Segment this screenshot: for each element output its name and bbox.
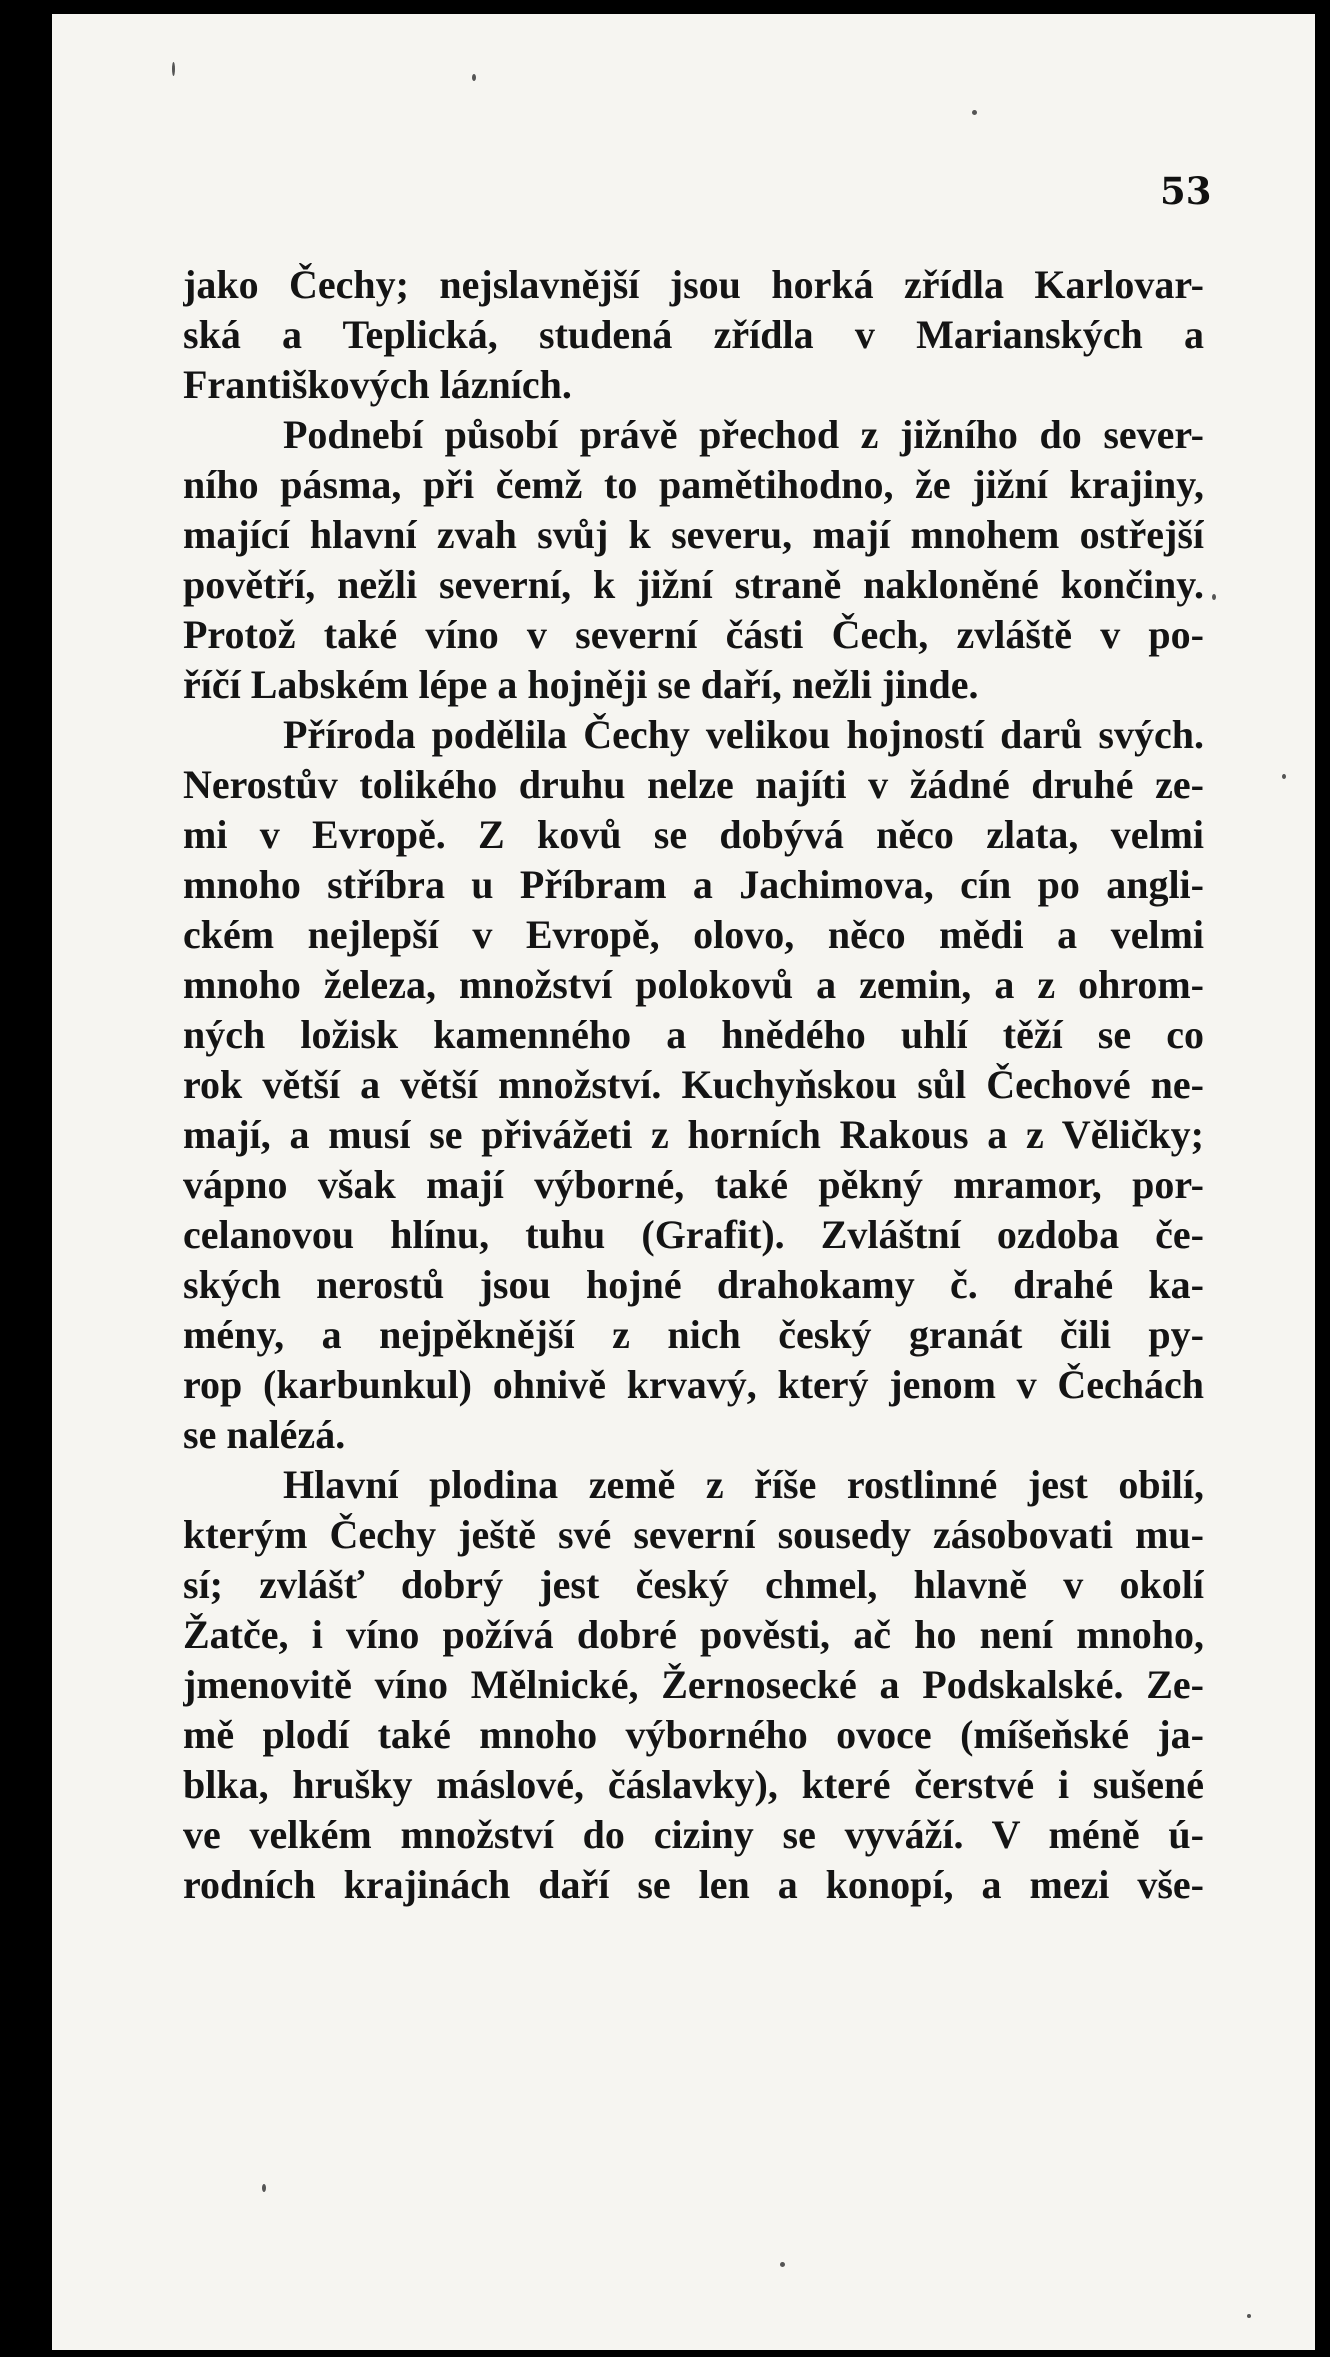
- text-line: Žatče, i víno požívá dobré pověsti, ač ho není mnoho,: [183, 1612, 1204, 1657]
- text-line: jako Čechy; nejslavnější jsou horká zřídla Karlovar-: [183, 262, 1204, 307]
- text-line: ního pásma, při čemž to pamětihodno, že jižní krajiny,: [183, 462, 1204, 507]
- text-line: rok větší a větší množství. Kuchyňskou sůl Čechové ne-: [183, 1062, 1204, 1107]
- text-line: vápno však mají výborné, také pěkný mramor, por-: [183, 1162, 1204, 1207]
- scan-speck: [262, 2184, 266, 2192]
- text-line: Františkových lázních.: [183, 362, 572, 407]
- scan-speck: [172, 62, 175, 76]
- text-line: mény, a nejpěknější z nich český granát čili py-: [183, 1312, 1204, 1357]
- scan-speck: [780, 2262, 785, 2267]
- text-line: rodních krajinách daří se len a konopí, a mezi vše-: [183, 1862, 1204, 1907]
- text-line: Podnebí působí právě přechod z jižního do sever-: [283, 412, 1204, 457]
- text-line: Příroda podělila Čechy velikou hojností darů svých.: [283, 712, 1204, 757]
- scan-speck: [472, 74, 476, 81]
- page-number: 53: [1160, 169, 1212, 213]
- text-line: mě plodí také mnoho výborného ovoce (míšeňské ja-: [183, 1712, 1204, 1757]
- text-line: ských nerostů jsou hojné drahokamy č. drahé ka-: [183, 1262, 1204, 1307]
- text-line: mnoho železa, množství polokovů a zemin, a z ohrom-: [183, 962, 1204, 1007]
- text-line: ckém nejlepší v Evropě, olovo, něco mědi a velmi: [183, 912, 1204, 957]
- text-line: mi v Evropě. Z kovů se dobývá něco zlata, velmi: [183, 812, 1204, 857]
- text-line: říčí Labském lépe a hojněji se daří, nežli jinde.: [183, 662, 979, 707]
- book-page: [52, 14, 1315, 2350]
- scan-speck: [1282, 774, 1286, 779]
- scan-speck: [972, 110, 977, 115]
- text-line: Nerostův tolikého druhu nelze najíti v žádné druhé ze-: [183, 762, 1204, 807]
- body-text: [183, 260, 1204, 1910]
- text-line: ných ložisk kamenného a hnědého uhlí těží se co: [183, 1012, 1204, 1057]
- text-line: ve velkém množství do ciziny se vyváží. V méně ú-: [183, 1812, 1204, 1857]
- text-line: mající hlavní zvah svůj k severu, mají mnohem ostřejší: [183, 512, 1204, 557]
- text-line: Protož také víno v severní části Čech, zvláště v po-: [183, 612, 1204, 657]
- text-line: jmenovitě víno Mělnické, Žernosecké a Podskalské. Ze-: [183, 1662, 1204, 1707]
- text-line: mají, a musí se přivážeti z horních Rakous a z Věličky;: [183, 1112, 1204, 1157]
- text-line: Hlavní plodina země z říše rostlinné jest obilí,: [283, 1462, 1204, 1507]
- text-line: sí; zvlášť dobrý jest český chmel, hlavně v okolí: [183, 1562, 1204, 1607]
- scan-speck: [1212, 594, 1216, 600]
- text-line: povětří, nežli severní, k jižní straně nakloněné končiny.: [183, 562, 1204, 607]
- text-line: mnoho stříbra u Příbram a Jachimova, cín po angli-: [183, 862, 1204, 907]
- text-line: ská a Teplická, studená zřídla v Marianských a: [183, 312, 1204, 357]
- text-line: celanovou hlínu, tuhu (Grafit). Zvláštní ozdoba če-: [183, 1212, 1204, 1257]
- text-line: blka, hrušky máslové, čáslavky), které čerstvé i sušené: [183, 1762, 1204, 1807]
- text-line: rop (karbunkul) ohnivě krvavý, který jenom v Čechách: [183, 1362, 1204, 1407]
- text-line: se nalézá.: [183, 1412, 346, 1457]
- scan-speck: [1247, 2314, 1251, 2318]
- text-line: kterým Čechy ještě své severní sousedy zásobovati mu-: [183, 1512, 1204, 1557]
